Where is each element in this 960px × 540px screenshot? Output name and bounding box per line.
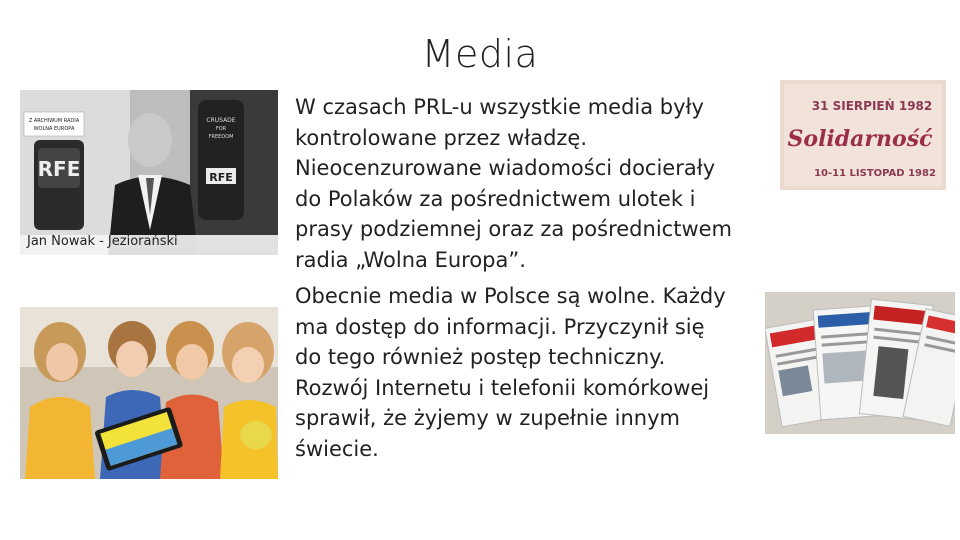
- rfe-sign-right: RFE: [209, 171, 233, 184]
- stamp-bottom-text: 10-11 LISTOPAD 1982: [814, 168, 936, 179]
- newspapers-graphic: [765, 292, 955, 434]
- photo-caption: Jan Nowak - Jeziorański: [27, 234, 178, 249]
- slide-title: Media: [421, 32, 539, 76]
- paragraph-prl-media: W czasach PRL-u wszystkie media były kontrolowane przez władzę. Nieocenzurowane wiadomości docierały do Polaków za pośrednictwem ulotek i prasy podziemnej oraz za pośrednictwem radia „Wolna Europa”.: [295, 95, 732, 272]
- stamp-top-text: 31 SIERPIEŃ 1982: [811, 99, 933, 113]
- stamp-brand-text: Solidarność: [787, 126, 933, 152]
- paragraph-free-media: Obecnie media w Polsce są wolne. Każdy ma dostęp do informacji. Przyczynił się do tego również postęp techniczny. Rozwój Internetu i telefonii komórkowej sprawił, że żyjemy w zupełnie innym świecie.: [295, 284, 726, 461]
- rfe-broadcaster-photo: [20, 90, 278, 255]
- children-tablet-photo: [20, 307, 278, 479]
- rfe-photo-graphic: [20, 90, 278, 255]
- main-text: [295, 92, 775, 464]
- freedom-text: FREEDOM: [208, 134, 234, 140]
- children-photo-graphic: [20, 307, 278, 479]
- badge-top-text: Z ARCHIWUM RADIA: [28, 118, 80, 124]
- newspapers-photo: [765, 292, 955, 434]
- rfe-sign-left: RFE: [37, 157, 81, 181]
- crusade-text: CRUSADE: [206, 117, 236, 124]
- for-text: FOR: [215, 126, 227, 132]
- stamp-graphic: [780, 80, 946, 190]
- solidarnosc-stamp-image: [780, 80, 946, 190]
- badge-bottom-text: WOLNA EUROPA: [33, 126, 75, 132]
